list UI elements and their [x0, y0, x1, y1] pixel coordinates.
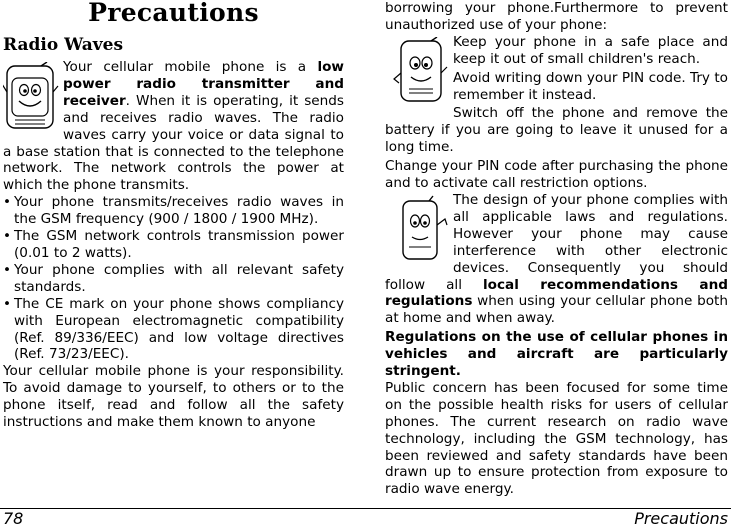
list-item: [3, 262, 344, 296]
bullet: •: [3, 295, 12, 312]
intro-emphasis: low power radio transmitter and receiver: [63, 59, 344, 109]
responsibility-paragraph: Your cellular mobile phone is your responsibility. To avoid damage to yourself, to others or to the phone itself, read and follow all the safety instructions and make them known to anyone: [3, 363, 344, 431]
list-item-text: The CE mark on your phone shows compliancy with European electromagnetic compatibility (Ref. 89/336/EEC) and low voltage directives (Ref. 73/23/EEC).: [14, 295, 344, 363]
regulations-heading: Regulations on the use of cellular phones in vehicles and aircraft are particularly stringent.: [385, 329, 728, 380]
page-title: Precautions: [88, 0, 259, 27]
section-heading: Radio Waves: [3, 35, 124, 55]
keep-safe-paragraph: Keep your phone in a safe place and keep it out of small children's reach.: [453, 33, 728, 67]
public-concern-paragraph: Public concern has been focused for some time on the possible health risks for users of cellular phones. The current research on radio wave technology, including the GSM technology, has been reviewed and safety standards have been drawn up to ensure protection from exposure to radio wave energy.: [385, 379, 728, 498]
footer-section-name: Precautions: [634, 509, 728, 528]
change-pin-paragraph: Change your PIN code after purchasing the phone and to activate call restriction options.: [385, 158, 728, 192]
compliance-emphasis: local recommendations and regulations: [385, 276, 728, 310]
phone-mascot-icon: [393, 195, 449, 267]
list-item: [3, 194, 344, 228]
page-number: 78: [3, 509, 24, 528]
right-column: [385, 0, 728, 498]
footer-rule: [0, 508, 731, 509]
phone-mascot-icon: [393, 37, 449, 109]
bullet: •: [3, 261, 12, 278]
continuation-paragraph: borrowing your phone.Furthermore to prevent unauthorized use of your phone:: [385, 0, 728, 33]
list-item-text: Your phone complies with all relevant safety standards.: [14, 261, 344, 295]
compliance-text: The design of your phone complies with all applicable laws and regulations. However your phone may cause interference with other electronic devices. Consequently you should follow all: [385, 191, 728, 293]
intro-text: Your cellular mobile phone is a: [63, 59, 318, 75]
phone-mascot-icon: [3, 62, 59, 134]
list-item-text: Your phone transmits/receives radio waves in the GSM frequency (900 / 1800 / 1900 MHz).: [14, 194, 344, 228]
switch-off-paragraph: Switch off the phone and remove the battery if you are going to leave it unused for a long time.: [385, 105, 728, 156]
list-item: [3, 228, 344, 262]
intro-text-continued: . When it is operating, it sends and receives radio waves. The radio waves carry your voice or data signal to a base station that is connected to the telephone network. The network controls the power at which the phone transmits.: [3, 92, 344, 194]
pin-tip-paragraph: Avoid writing down your PIN code. Try to remember it instead.: [453, 69, 728, 103]
left-column: [3, 0, 344, 431]
list-item-text: The GSM network controls transmission power (0.01 to 2 watts).: [14, 228, 344, 261]
compliance-text-continued: when using your cellular phone both at home and when away.: [385, 293, 728, 327]
bullet: •: [3, 228, 12, 245]
bullet: •: [3, 194, 12, 211]
list-item: [3, 296, 344, 364]
